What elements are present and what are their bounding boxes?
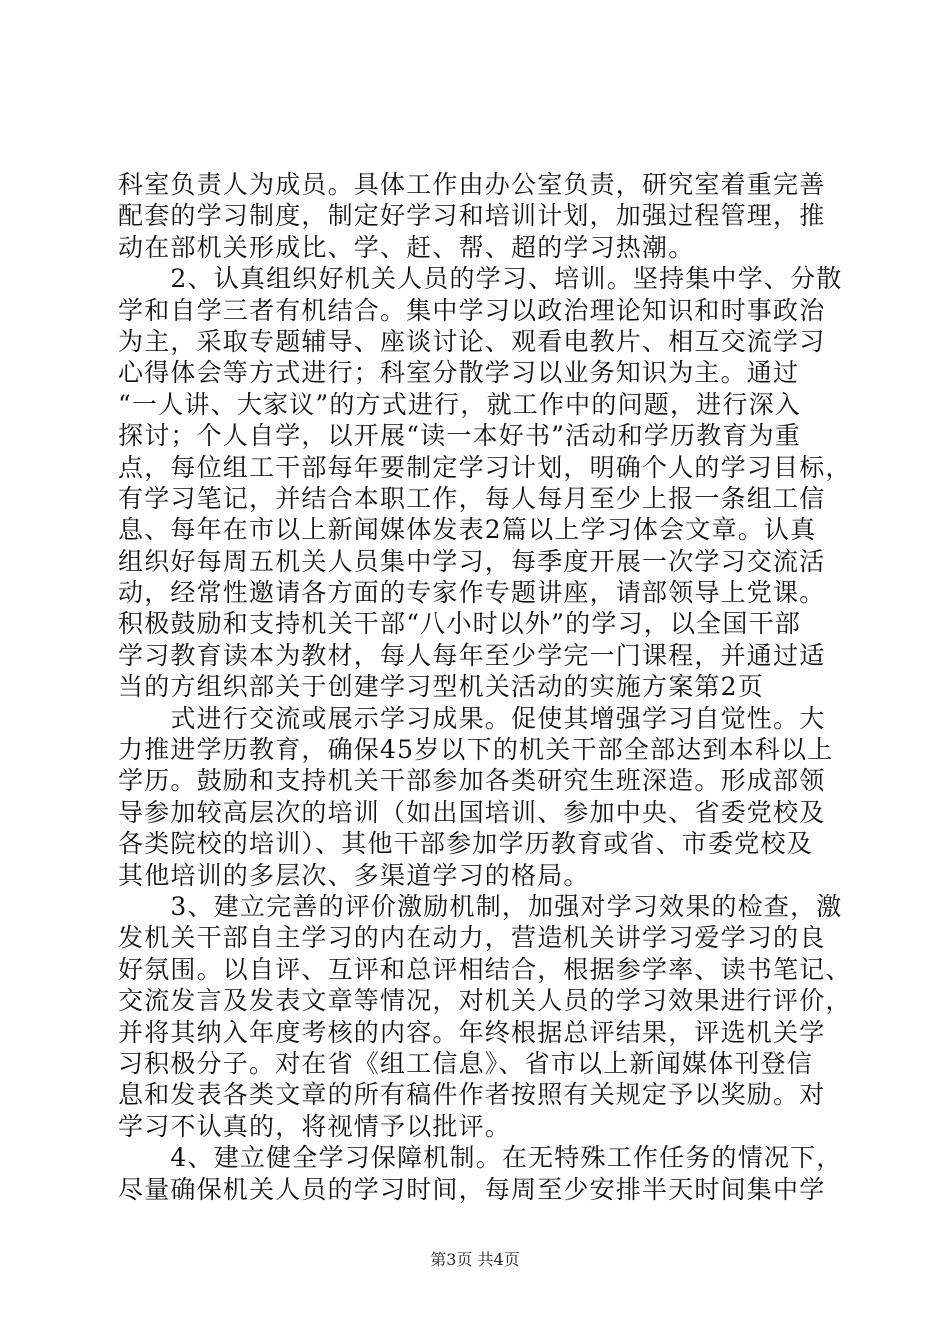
page-footer xyxy=(0,1247,950,1270)
text-line: 学历。鼓励和支持机关干部参加各类研究生班深造。形成部领 xyxy=(118,766,826,796)
text-line: 学和自学三者有机结合。集中学习以政治理论知识和时事政治 xyxy=(118,295,826,325)
text-line: 其他培训的多层次、多渠道学习的格局。 xyxy=(118,860,590,890)
page-number-label: 第3页 共4页 xyxy=(430,1250,520,1269)
text-line: 3、建立完善的评价激励机制，加强对学习效果的检查，激 xyxy=(118,891,843,921)
text-line: 组织好每周五机关人员集中学习，每季度开展一次学习交流活 xyxy=(118,546,826,576)
text-line: 动，经常性邀请各方面的专家作专题讲座，请部领导上党课。 xyxy=(118,578,826,608)
text-line: 并将其纳入年度考核的内容。年终根据总评结果，评选机关学 xyxy=(118,1017,826,1047)
text-line: 探讨；个人自学，以开展“读一本好书”活动和学历教育为重 xyxy=(118,421,801,451)
text-line: 科室负责人为成员。具体工作由办公室负责，研究室着重完善 xyxy=(118,170,826,199)
text-line: 式进行交流或展示学习成果。促使其增强学习自觉性。大 xyxy=(118,703,826,733)
text-line: 交流发言及发表文章等情况，对机关人员的学习效果进行评价， xyxy=(118,986,852,1016)
text-line: 4、建立健全学习保障机制。在无特殊工作任务的情况下， xyxy=(118,1143,843,1173)
text-line: 点，每位组工干部每年要制定学习计划，明确个人的学习目标， xyxy=(118,452,852,482)
text-line: 动在部机关形成比、学、赶、帮、超的学习热潮。 xyxy=(118,232,695,262)
text-line: 学习教育读本为教材，每人每年至少学完一门课程，并通过适 xyxy=(118,640,826,670)
text-line: 导参加较高层次的培训（如出国培训、参加中央、省委党校及 xyxy=(118,797,826,827)
text-line: 好氛围。以自评、互评和总评相结合，根据参学率、读书笔记、 xyxy=(118,954,852,984)
text-line: 习积极分子。对在省《组工信息》、省市以上新闻媒体刊登信 xyxy=(118,1048,813,1078)
text-line: 尽量确保机关人员的学习时间，每周至少安排半天时间集中学 xyxy=(118,1174,826,1204)
text-line: 心得体会等方式进行；科室分散学习以业务知识为主。通过 xyxy=(118,358,800,388)
text-line: 为主，采取专题辅导、座谈讨论、观看电教片、相互交流学习 xyxy=(118,326,826,356)
text-line: “一人讲、大家议”的方式进行，就工作中的问题，进行深入 xyxy=(118,389,801,419)
text-line: 息和发表各类文章的所有稿件作者按照有关规定予以奖励。对 xyxy=(118,1080,826,1110)
text-line: 有学习笔记，并结合本职工作，每人每月至少上报一条组工信 xyxy=(118,483,826,513)
text-line: 积极鼓励和支持机关干部“八小时以外”的学习，以全国干部 xyxy=(118,609,801,639)
text-line: 学习不认真的，将视情予以批评。 xyxy=(118,1111,512,1141)
text-line: 息、每年在市以上新闻媒体发表2篇以上学习体会文章。认真 xyxy=(118,515,817,545)
text-line: 发机关干部自主学习的内在动力，营造机关讲学习爱学习的良 xyxy=(118,923,826,953)
document-body xyxy=(118,169,852,1205)
text-line: 当的方组织部关于创建学习型机关活动的实施方案第2页 xyxy=(118,672,764,702)
text-line: 力推进学历教育，确保45岁以下的机关干部全部达到本科以上 xyxy=(118,735,834,765)
text-line: 2、认真组织好机关人员的学习、培训。坚持集中学、分散 xyxy=(118,264,843,294)
text-line: 配套的学习制度，制定好学习和培训计划，加强过程管理，推 xyxy=(118,201,826,231)
text-line: 各类院校的培训）、其他干部参加学历教育或省、市委党校及 xyxy=(118,829,813,859)
